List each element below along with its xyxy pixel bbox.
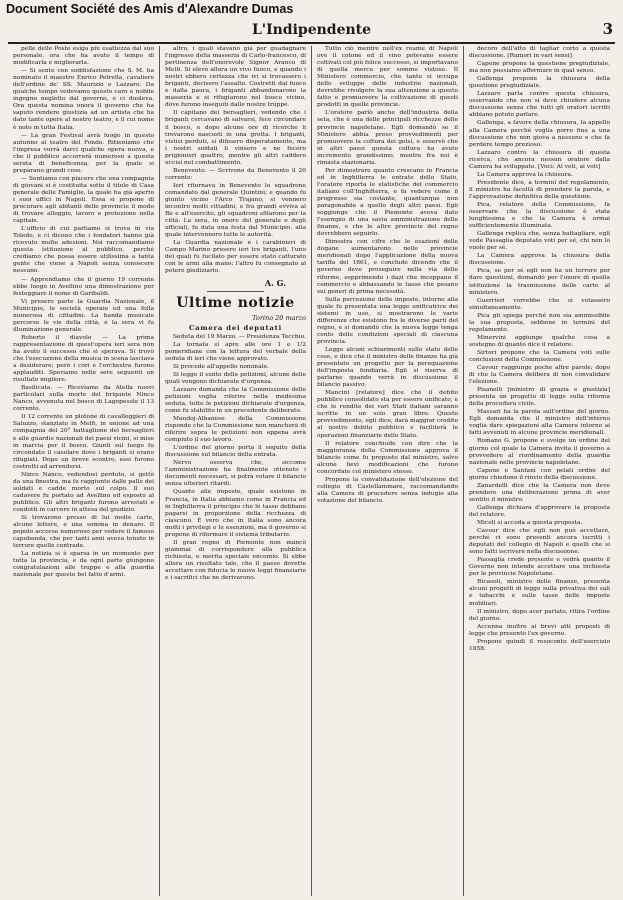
article-paragraph: Ricasoli, ministro delle finanze, presenta alcuni progetti di legge sulla privativa dei sali e tabacchi e sulle tasse delle imposte mobiliari. [469,579,610,607]
article-signature: A. G. [264,277,286,288]
column-1 [8,46,159,896]
article-paragraph: Si procede all'appello nominale. [173,363,269,370]
masthead [8,20,615,44]
article-paragraph: Lazzaro domanda che la Commissione delle petizioni voglia riferire nella medesima seduta, tutte le petizioni dichiarate d'urgenza, come fu stabilito in un precedente deliberato. [165,386,306,414]
watermark-text: Document Société des Amis d'Alexandre Dumas [6,2,294,16]
article-paragraph: Vi presero parte la Guardia Nazionale, il Municipio, le società operaie ed una folla numerosa di cittadini. La banda musicale percorse le vie della città, e la sera vi fu illuminazione generale. [13,298,154,333]
column-4 [463,46,615,896]
article-paragraph: Passaglia crede presente e vedrà quanto il Governo non intende accettare una inchiesta per le provincie Napoletane. [469,557,610,578]
article-paragraph: Gallenga dichiara d'approvare la proposta del relatore. [469,504,610,518]
article-paragraph: Per dimostrare quanto crescano in Francia ed in Inghilterra le entrate dello Stato, l'oratore riporta le statistiche del commercio italiano coll'Inghilterra, e fa vedere come il progresso sia costante, quantunque non paragonabile a quello degli altri paesi. Egli soggiunge che il Piemonte aveva dato l'esempio di una savia amministrazione delle finanze, e che le altre provincie del regno dovrebbero seguirlo. [317,167,458,238]
article-paragraph: La notizia si è sparsa in un momento per tutta la provincia, e da ogni parte giungono congratulazioni alle truppe e alla guardia nazionale per questo bel fatto d'armi. [13,551,154,579]
article-paragraph: La Guardia nazionale e i carabinieri di Campo Marino presero ieri tre briganti, l'uno dei quali fu fucilato per essere stato catturato con le armi alla mano; l'altro fu consegnato al potere giudiziario. [165,240,306,275]
article-paragraph: Massari ha la parola sull'ordine del giorno. Egli domanda che il ministro dell'interno voglia dare spiegazioni alla Camera intorno ai fatti avvenuti in alcune provincie meridionali. [469,409,610,437]
column-2 [159,46,311,896]
article-paragraph: Propone quindi il resoconto dell'esercizio 1858. [469,638,610,652]
article-paragraph: Si legge il sunto delle petizioni, alcune delle quali vengono dichiarate d'urgenza. [165,371,306,385]
article-paragraph: Mandoj-Albanese della Commissione risponde che la Commissione non mancherà di riferire sopra le petizioni non appena avrà compiuto il suo lavoro. [165,416,306,444]
article-paragraph: Si trovarono presso di lui molte carte, alcune lettere, e una somma in denaro. Il popolo accorse numeroso per vedere il famoso capobanda, che per tanti anni aveva tenuto in terrore quelle contrade. [13,515,154,550]
article-paragraph: Pica, se per sé egli non ha un terrore per dare questioni, domandò per l'onore di quella istituzione la trasmissione delle carte al ministero. [469,268,610,296]
article-paragraph: Il ministro, dopo aver parlato, ritira l'ordine del giorno. [469,608,610,622]
article-paragraph: Basilicata. — Riceviamo da Atella nuovi particolari sulla morte del brigante Ninco Nanco, avvenuta nel bosco di Lagopesole il 13 corrente. [13,385,154,413]
article-paragraph: Miceli si accoda a questa proposta. [477,520,583,526]
article-paragraph: — La gran Festival avrà luogo in questo autunno al teatro del Fondo. Ritieniamo che l'impresa vorrà darci qualche opera nuova, e che il pubblico accorrerà numeroso a questa serata di beneficenza, per la quale si preparano grandi cose. [13,132,154,174]
article-paragraph: Gallenga propone la chiusura della questione pregiudiziale. [469,76,610,90]
ultime-notizie-heading: Ultime notizie [176,294,295,311]
article-paragraph: Minervini aggiunge qualche cosa a sostegno di quanto dice il relatore. [469,334,610,348]
article-paragraph: pelle delle Poste esiga più esattezza dal suo personale, ora che ha avuto il tempo di modificarla e migliorarla. [13,46,154,67]
article-paragraph: La Camera approva la chiusura. [477,171,573,178]
article-paragraph: Lazzaro parla contro questa chiusura, osservando che non si deve chiudere alcuna discussione senza che tutti gli oratori iscritti abbiano potuto parlare. [469,91,610,119]
article-paragraph: Cavour dice che egli non può accettare, perché ci sono presenti ancora iscritti i deputati del collegio di Napoli e quelli che si sono fatti iscrivere nella discussione. [469,528,610,556]
article-paragraph: Capone e Sanfani con pelati ordini del giorno chiedono il rinvio della discussione. [469,467,610,481]
article-paragraph: — Apprendiamo che il giorno 19 corrente ebbe luogo in Avellino una dimostrazione per festeggiare il nome di Garibaldi. [13,276,154,297]
article-paragraph: Nervo osserva che, siccome l'amministrazione ha finalmente ottenuto i documenti necessari, si potrà votare il bilancio senza ulteriori ritardi. [165,460,306,488]
article-columns [8,46,615,896]
article-paragraph: Cavour raggiunge poche altre parole; dopo di che la Camera delibera di non convalidare l'elezione. [469,365,610,386]
page-number: 3 [602,20,613,38]
article-paragraph: Accenna inoltre ai brevi atti proposti di legge che presentò l'ex governo. [469,623,610,637]
article-paragraph: Propone la convalidazione dell'elezione del collegio di Castellammare, raccomandando alla Camera di procedere senza indugio alla votazione del bilancio. [317,476,458,504]
article-paragraph: Capone propone la questione pregiudiziale, ma non possiamo affermare in qual senso. [469,61,610,75]
article-paragraph: La tornata si apre alle ore 1 e 1/2 pomeridiane con la lettura del verbale della seduta di ieri che viene approvato. [165,341,306,362]
article-paragraph: Presidente dice, a termini del regolamento, il ministro ha facoltà di prendere la parola, e l'approvazione definitiva della questione. [469,179,610,200]
article-paragraph: Benevento. — Scrivono da Benevento il 20 corrente: [165,167,306,181]
article-paragraph: Il gran regno di Piemonte non mancò giammai di corrispondere alla pubblica richiesta, e merita speciale encomio. Si ebbe allora un risultato tale, che il paese dovette accettare con fiducia le nuove leggi finanziarie e i sacrifici che ne derivarono. [165,539,306,582]
article-paragraph: Gallenga, a favore della chiusura, fa appello alla Camera perché voglia porre fine a una discussione che non giova a nessuno e che fa perdere tempo prezioso. [469,120,610,148]
column-3 [311,46,463,896]
article-paragraph: Lazzaro contro la chiusura di questa ricerca, che ancora nessun oratore dalla Camera ha sviluppato. [Voci: Ai voti, ai voti] [469,149,610,170]
article-paragraph: Pisanelli [ministro di grazia e giustizia] presenta un progetto di legge sulla riforma della procedura civile. [469,387,610,408]
article-paragraph: Roberto il diavolo — La prima rappresentazione di quest'opera ieri sera non ha avuto il successo che si sperava. Si trovò che l'esecuzione della musica in scena lasciava a desiderare; però i cori e l'orchestra furono applauditi. Speriamo nelle sere seguenti un risultato migliore. [13,334,154,384]
article-paragraph: Sulla percezione delle imposte, intorno alla quale fu presentata una legge unificatrice dei sistemi in uso, si mostrarono le varie differenze che esistono fra le diverse parti del regno, e si domandò che la nuova legge tenga conto delle condizioni speciali di ciascuna provincia. [317,296,458,345]
article-paragraph: Romano G. propone e svolge un ordine del giorno col quale la Camera invita il governo a provvedere al riordinamento della guardia nazionale nelle provincie napoletane. [469,438,610,466]
article-paragraph: — Si sente con soddisfazione che S. M. ha nominato il maestro Enrico Petrella, cavaliere dell'ordine de' SS. Maurizio e Lazzaro. Da qualche tempo vedevamo questo caro e nobile ingegno negletto dal governo, e ci duoleva. Ora questa nomina onora il governo che ha saputo rendere giustizia ad un artista che ha dato tante opere al nostro teatro, e il cui nome è noto in tutta Italia. [13,68,154,131]
article-paragraph: Sirtori propone che la Camera voti sulle conclusioni della Commissione. [469,349,610,363]
article-paragraph: Guerrieri vorrebbe che si votassero simultaneamente. [469,297,610,311]
article-paragraph: L'oratore parlò anche dell'industria della seta, che è una delle principali ricchezze delle provincie napoletane. Egli domandò se il Ministero abbia preso provvedimenti per promuovere la coltura dei gelsi, e osservò che in altri paesi questa coltura ha avuto incremento grandissimo, mentre fra noi è rimasta stazionaria. [317,110,458,166]
article-paragraph: Mancini [relatore] dice che il debito pubblico consolidato sta per essere unificato, e che le rendite dei vari Stati italiani saranno iscritte in un solo gran libro. Questo provvedimento, egli dice, darà maggior credito al nostro debito pubblico e faciliterà le operazioni finanziarie dello Stato. [317,390,458,439]
article-paragraph: Pica, relatore della Commissione, fa osservare che la discussione è stata lunghissima e che la Camera è ormai sufficientemente illuminata. [469,201,610,230]
article-paragraph: — Sentiamo con piacere che una compagnia di giovani si è costituita sotto il titolo di Casa generale delle Famiglie, la quale ha già aperto i suoi uffici in Napoli. Essa si propone di procurare agli abitanti delle provincie il modo di trovare alloggio, lavoro e protezione nella capitale. [13,175,154,225]
article-paragraph: L'ufficio di cui parliamo si trova in via Toledo, e ci dicono che i fondatori hanno già ricevuto molte adesioni. Noi raccomandiamo questa istituzione al pubblico, perché crediamo che possa essere utilissima a tanta gente che viene a Napoli senza conoscere nessuno. [13,226,154,275]
dateline: Torino 20 marzo [252,313,306,322]
section-heading: Camera dei deputati [189,323,282,332]
article-paragraph: Pica gli spiega perché non sia ammissibile la sua proposta, sebbene in termini del regolamento. [469,312,610,333]
newspaper-title: L'Indipendente [251,22,372,38]
article-paragraph: Ieri ritornava in Benevento lo squadrone comandato dal generale Quintini; e quando fu giunto vicino l'Arco Trajano, si vennero incontro molti cittadini, e fra grandi evviva al Re e all'esercito, gli squadroni sfilarono per la città. La sera, in onore del generale e degli ufficiali, fu data una festa dal Municipio, alla quale intervennero tutte le autorità. [165,182,306,239]
article-paragraph: L'ordine del giorno porta il seguito della discussione sul bilancio della entrata. [165,445,306,459]
article-paragraph: Il capitano dei bersaglieri, vedendo che i briganti cercavano di salvarsi, fece circondare il bosco, e dopo alcune ore di ricerche li trovarono nascosti in una grotta. I briganti, vistisi perduti, si difesero disperatamente, ma i nostri soldati li vinsero e ne fecero prigionieri quattro, mentre gli altri caddero uccisi nel combattimento. [165,110,306,166]
article-paragraph: Dimostra con cifre che le esazioni delle dogane aumentarono nelle provincie meridionali dopo l'applicazione della nuova tariffa del 1861, e conclude dicendo che il governo deve proseguire nella via delle riforme, sopprimendo i dazi che inceppano il commercio e abbassando le tasse che pesano sui generi di prima necessità. [317,239,458,295]
article-paragraph: Legge alcuni schiarimenti sullo stato delle cose, e dice che il ministro delle finanze ha già presentato un progetto per la perequazione dell'imposta fondiaria. Egli si riserva di parlarne quando verrà in discussione il bilancio passivo. [317,346,458,389]
article-paragraph: altro, i quali stavano già per guadagnare l'ingresso della masseria di Carlo-francesco, di pertinenza dell'onorevole Signor Aranco di Melfi. Si elevò allora un vivo fuoco, e quando i nostri ebbero certezza che ivi si trovassero i briganti, decisero l'assalto. Costretti dal fuoco e dalla paura, i briganti abbandonarono la masseria e si rifugiarono nel bosco vicino, dove furono inseguiti dalle nostre truppe. [165,46,306,109]
article-paragraph: Zanardelli dice che la Camera non deve prendere una deliberazione prima di aver sentito il ministro. [469,482,610,503]
article-paragraph: Il relatore conchiude con dire che la maggioranza della Commissione approva il bilancio come fu proposto dal ministro, salvo alcune lievi modificazioni che furono concordate col ministero stesso. [317,440,458,475]
article-paragraph: La Camera approva la chiusura della discussione. [469,253,610,267]
article-paragraph: Seduta del 19 Marzo. — Presidenza Tecchio. [173,333,306,340]
article-paragraph: Quanto alle imposte, quale esistono in Francia, in Italia abbiamo come in Francia ed in Inghilterra il principio che le tasse debbano pagarsi in proporzione della ricchezza di ciascuno. È vero che in Italia sono ancora molti i privilegi e le esenzioni, ma il governo si propone di riformare il sistema tributario. [165,489,306,538]
article-paragraph: decoro dell'atto di tagliar corto a questa discussione. [Rumori in vari sensi] [469,46,610,60]
divider-rule [207,291,263,292]
article-paragraph: Gallenga replica che, senza battagliare, egli vede Passaglia deputato voti per sé, chi non lo vuole per sé. [469,231,610,252]
article-paragraph: Tutto ciò mentre nell'ex reame di Napoli ove il cotone ed il vino potevano essere coltivati col più felice successo, si importavano di quella merce per somme vistose. Il Ministero commercio, che tanto si occupa dello sviluppo delle industrie nazionali, dovrebbe rivolgere la sua attenzione a questo fatto e promuovere la coltivazione di questi prodotti in quelle provincie. [317,46,458,109]
article-paragraph: Il 12 corrente un plotone di cavalleggieri di Saluzzo, stanziato in Melfi, in unione ad una compagnia del 20° battaglione dei bersaglieri e alle guardie nazionali dei paesi vicini, si mise in marcia per il bosco. Giunti sul luogo fu circondato il casolare dove i briganti si erano rifugiati. Dopo un breve scontro, essi furono costretti ad arrendersi. [13,414,154,470]
article-paragraph: Ninco Nanco, vedendosi perduto, si gettò da una finestra, ma fu raggiunto dalle palle dei soldati e cadde morto sul colpo. Il suo cadavere fu portato ad Avellino ed esposto al pubblico. Gli altri briganti furono arrestati e condotti in carcere in attesa del giudizio. [13,471,154,513]
